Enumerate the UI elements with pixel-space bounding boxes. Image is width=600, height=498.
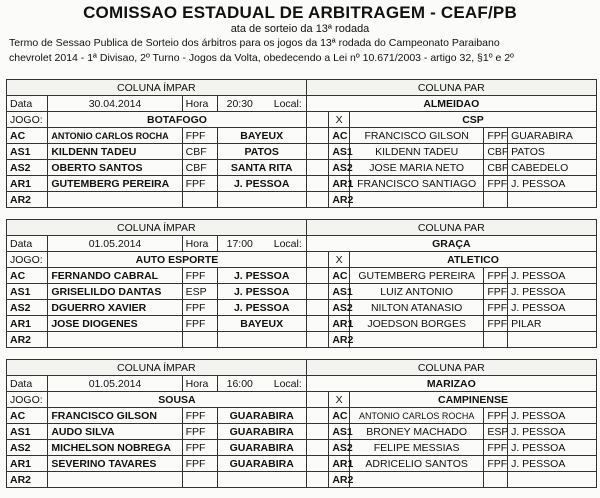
referee-city: [217, 472, 306, 488]
referee-name: ADRICELIO SANTOS: [350, 456, 484, 472]
role-label: AC: [7, 408, 48, 424]
role-label: AR2: [7, 192, 48, 208]
federation: [484, 472, 508, 488]
role-label: AS2: [329, 160, 350, 176]
role-label: AR1: [329, 316, 350, 332]
away-team: CAMPINENSE: [350, 392, 597, 408]
referee-name: JOEDSON BORGES: [350, 316, 484, 332]
time-local-cell: [217, 96, 306, 112]
match-venue: ALMEIDAO: [306, 96, 596, 112]
document-title: COMISSAO ESTADUAL DE ARBITRAGEM - CEAF/PB: [83, 3, 517, 22]
referee-name: [48, 472, 182, 488]
date-label: Data: [7, 376, 48, 392]
date-row: [7, 96, 597, 112]
role-label: AC: [329, 128, 350, 144]
referee-name: NILTON ATANASIO: [350, 300, 484, 316]
federation: CBF: [484, 160, 508, 176]
referee-city: BAYEUX: [217, 316, 306, 332]
referee-name: FRANCISCO GILSON: [350, 128, 484, 144]
federation: FPF: [182, 268, 217, 284]
empty-cell: [306, 456, 329, 472]
versus-mark: X: [329, 112, 350, 128]
time-label: Hora: [182, 376, 217, 392]
referee-city: J. PESSOA: [217, 300, 306, 316]
description-line-2: chevrolet 2014 - 1ª Divisao, 2º Turno - Jogos da Volta, obedecendo a Lei nº 10.671/2003 - artigo 32, §1º e 2º: [9, 52, 514, 64]
federation: ESP: [484, 424, 508, 440]
referee-row: [7, 408, 597, 424]
match-date: 01.05.2014: [48, 376, 182, 392]
jogo-label: JOGO:: [7, 252, 48, 268]
empty-cell: [306, 440, 329, 456]
referee-city: GUARABIRA: [217, 424, 306, 440]
role-label: AR2: [329, 332, 350, 348]
date-label: Data: [7, 236, 48, 252]
jogo-label: JOGO:: [7, 392, 48, 408]
federation: FPF: [182, 176, 217, 192]
role-label: AS2: [7, 300, 48, 316]
local-label: Local:: [273, 97, 302, 110]
federation: FPF: [182, 128, 217, 144]
role-label: AR1: [329, 456, 350, 472]
federation: FPF: [182, 440, 217, 456]
role-label: AC: [7, 128, 48, 144]
referee-row: [7, 128, 597, 144]
referee-name: LUIZ ANTONIO: [350, 284, 484, 300]
federation: FPF: [484, 284, 508, 300]
referee-name: [48, 192, 182, 208]
empty-cell: [306, 316, 329, 332]
coluna-impar-header: COLUNA ÍMPAR: [7, 80, 307, 96]
federation: FPF: [484, 268, 508, 284]
referee-city: CABEDELO: [508, 160, 597, 176]
empty-cell: [306, 160, 329, 176]
referee-row: [7, 440, 597, 456]
empty-cell: [306, 252, 329, 268]
referee-city: J. PESSOA: [217, 284, 306, 300]
match-date: 01.05.2014: [48, 236, 182, 252]
match-venue: GRAÇA: [306, 236, 596, 252]
referee-city: J. PESSOA: [508, 284, 597, 300]
referee-city: [508, 332, 597, 348]
teams-row: [7, 392, 597, 408]
role-label: AS2: [7, 160, 48, 176]
referee-city: J. PESSOA: [508, 300, 597, 316]
referee-city: PATOS: [217, 144, 306, 160]
column-header-row: [7, 360, 597, 376]
role-label: AR1: [329, 176, 350, 192]
coluna-par-header: COLUNA PAR: [306, 360, 596, 376]
referee-city: [508, 472, 597, 488]
document-subtitle: ata de sorteio da 13ª rodada: [230, 23, 370, 35]
referee-row: [7, 472, 597, 488]
referee-row: [7, 176, 597, 192]
referee-city: GUARABIRA: [217, 440, 306, 456]
referee-row: [7, 268, 597, 284]
teams-row: [7, 252, 597, 268]
referee-city: J. PESSOA: [217, 176, 306, 192]
referee-name: FELIPE MESSIAS: [350, 440, 484, 456]
federation: FPF: [484, 300, 508, 316]
empty-cell: [306, 284, 329, 300]
coluna-impar-header: COLUNA ÍMPAR: [7, 360, 307, 376]
referee-name: MICHELSON NOBREGA: [48, 440, 182, 456]
referee-row: [7, 284, 597, 300]
coluna-impar-header: COLUNA ÍMPAR: [7, 220, 307, 236]
date-row: [7, 376, 597, 392]
jogo-label: JOGO:: [7, 112, 48, 128]
referee-name: [350, 472, 484, 488]
referee-city: GUARABIRA: [217, 456, 306, 472]
referee-city: J. PESSOA: [508, 408, 597, 424]
referee-name: [48, 332, 182, 348]
referee-name: [350, 192, 484, 208]
referee-name: AUDO SILVA: [48, 424, 182, 440]
role-label: AS2: [329, 300, 350, 316]
referee-city: GUARABIRA: [508, 128, 597, 144]
versus-mark: X: [329, 252, 350, 268]
empty-cell: [306, 144, 329, 160]
referee-city: J. PESSOA: [217, 268, 306, 284]
empty-cell: [306, 332, 329, 348]
federation: FPF: [182, 316, 217, 332]
home-team: AUTO ESPORTE: [48, 252, 306, 268]
match-table: [6, 219, 597, 348]
federation: [484, 332, 508, 348]
role-label: AS1: [7, 284, 48, 300]
role-label: AR2: [329, 472, 350, 488]
column-header-row: [7, 220, 597, 236]
match-venue: MARIZAO: [306, 376, 596, 392]
empty-cell: [306, 268, 329, 284]
match-table: [6, 79, 597, 208]
federation: FPF: [484, 176, 508, 192]
referee-name: KILDENN TADEU: [48, 144, 182, 160]
date-label: Data: [7, 96, 48, 112]
referee-city: J. PESSOA: [508, 268, 597, 284]
referee-row: [7, 144, 597, 160]
referee-city: [217, 332, 306, 348]
federation: FPF: [484, 316, 508, 332]
empty-cell: [306, 472, 329, 488]
empty-cell: [306, 424, 329, 440]
federation: FPF: [484, 456, 508, 472]
referee-row: [7, 424, 597, 440]
empty-cell: [306, 112, 329, 128]
away-team: CSP: [350, 112, 597, 128]
role-label: AR1: [7, 176, 48, 192]
federation: FPF: [484, 440, 508, 456]
referee-row: [7, 300, 597, 316]
referee-city: J. PESSOA: [508, 176, 597, 192]
home-team: SOUSA: [48, 392, 306, 408]
referee-row: [7, 316, 597, 332]
time-local-cell: [217, 236, 306, 252]
referee-name: FRANCISCO SANTIAGO: [350, 176, 484, 192]
referee-row: [7, 332, 597, 348]
role-label: AS1: [329, 144, 350, 160]
match-date: 30.04.2014: [48, 96, 182, 112]
match-time: 20:30: [226, 97, 253, 110]
role-label: AS2: [7, 440, 48, 456]
home-team: BOTAFOGO: [48, 112, 306, 128]
referee-name: ANTONIO CARLOS ROCHA: [48, 128, 182, 144]
match-table: [6, 359, 597, 488]
referee-name: DGUERRO XAVIER: [48, 300, 182, 316]
away-team: ATLETICO: [350, 252, 597, 268]
time-label: Hora: [182, 236, 217, 252]
federation: CBF: [182, 160, 217, 176]
description-line-1: Termo de Sessao Publica de Sorteio dos árbitros para os jogos da 13ª rodada do Campeonato Paraibano: [9, 37, 500, 49]
referee-city: J. PESSOA: [508, 440, 597, 456]
versus-mark: X: [329, 392, 350, 408]
federation: [182, 332, 217, 348]
referee-city: BAYEUX: [217, 128, 306, 144]
federation: [182, 192, 217, 208]
referee-city: J. PESSOA: [508, 456, 597, 472]
role-label: AR2: [329, 192, 350, 208]
referee-name: GUTEMBERG PEREIRA: [350, 268, 484, 284]
coluna-par-header: COLUNA PAR: [306, 220, 596, 236]
federation: [484, 192, 508, 208]
referee-city: PILAR: [508, 316, 597, 332]
role-label: AC: [329, 408, 350, 424]
referee-name: ANTONIO CARLOS ROCHA: [350, 408, 484, 424]
federation: FPF: [182, 408, 217, 424]
role-label: AS1: [329, 424, 350, 440]
federation: ESP: [182, 284, 217, 300]
empty-cell: [306, 392, 329, 408]
referee-name: JOSE MARIA NETO: [350, 160, 484, 176]
role-label: AS1: [7, 424, 48, 440]
role-label: AS2: [329, 440, 350, 456]
referee-name: JOSE DIOGENES: [48, 316, 182, 332]
match-time: 16:00: [226, 377, 253, 390]
referee-city: GUARABIRA: [217, 408, 306, 424]
federation: CBF: [484, 144, 508, 160]
referee-name: SEVERINO TAVARES: [48, 456, 182, 472]
empty-cell: [306, 192, 329, 208]
role-label: AR1: [7, 456, 48, 472]
time-local-cell: [217, 376, 306, 392]
referee-city: J. PESSOA: [508, 424, 597, 440]
federation: FPF: [182, 424, 217, 440]
empty-cell: [306, 176, 329, 192]
referee-name: KILDENN TADEU: [350, 144, 484, 160]
coluna-par-header: COLUNA PAR: [306, 80, 596, 96]
referee-name: GRISELILDO DANTAS: [48, 284, 182, 300]
referee-city: PATOS: [508, 144, 597, 160]
referee-row: [7, 160, 597, 176]
empty-cell: [306, 408, 329, 424]
date-row: [7, 236, 597, 252]
teams-row: [7, 112, 597, 128]
federation: [182, 472, 217, 488]
federation: FPF: [484, 128, 508, 144]
referee-name: FERNANDO CABRAL: [48, 268, 182, 284]
role-label: AR2: [7, 332, 48, 348]
referee-name: [350, 332, 484, 348]
empty-cell: [306, 300, 329, 316]
referee-name: FRANCISCO GILSON: [48, 408, 182, 424]
federation: FPF: [182, 456, 217, 472]
time-label: Hora: [182, 96, 217, 112]
local-label: Local:: [273, 237, 302, 250]
role-label: AC: [7, 268, 48, 284]
referee-city: SANTA RITA: [217, 160, 306, 176]
empty-cell: [306, 128, 329, 144]
federation: CBF: [182, 144, 217, 160]
referee-row: [7, 456, 597, 472]
federation: FPF: [182, 300, 217, 316]
role-label: AR1: [7, 316, 48, 332]
role-label: AR2: [7, 472, 48, 488]
federation: FPF: [484, 408, 508, 424]
local-label: Local:: [273, 377, 302, 390]
referee-city: [217, 192, 306, 208]
referee-row: [7, 192, 597, 208]
referee-name: OBERTO SANTOS: [48, 160, 182, 176]
referee-name: GUTEMBERG PEREIRA: [48, 176, 182, 192]
referee-name: BRONEY MACHADO: [350, 424, 484, 440]
role-label: AS1: [329, 284, 350, 300]
referee-city: [508, 192, 597, 208]
role-label: AS1: [7, 144, 48, 160]
match-time: 17:00: [226, 237, 253, 250]
column-header-row: [7, 80, 597, 96]
role-label: AC: [329, 268, 350, 284]
